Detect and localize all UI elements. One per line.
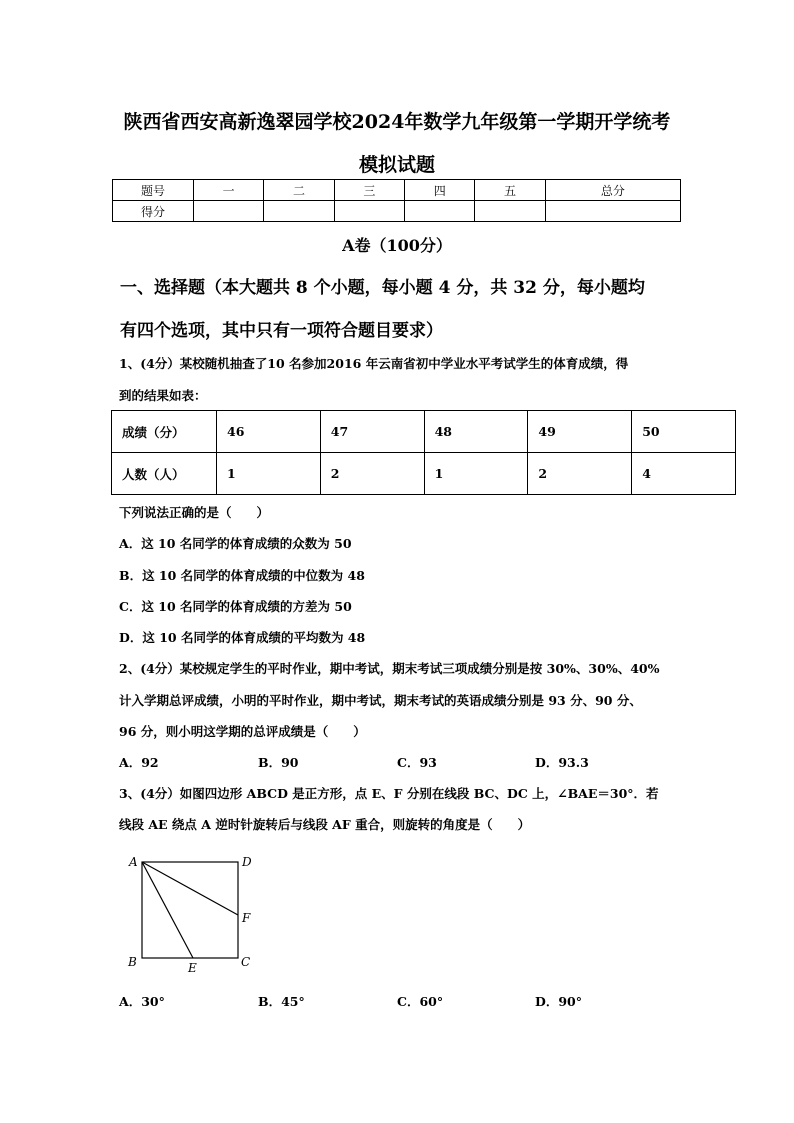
section1-heading-line1: 一、选择题（本大题共 8 个小题，每小题 4 分，共 32 分，每小题均: [120, 278, 645, 298]
score-header-cell: 五: [475, 180, 545, 201]
table-cell: 50: [632, 411, 736, 453]
q2-stem-line2: 计入学期总评成绩，小明的平时作业，期中考试，期末考试的英语成绩分别是 93 分、90 分、: [119, 693, 642, 708]
q1-prompt: 下列说法正确的是（ ）: [119, 505, 270, 520]
table-cell: 成绩（分）: [112, 411, 217, 453]
q1-table-row-score: [112, 411, 736, 453]
table-cell: 1: [217, 453, 321, 495]
score-header-cell: 二: [264, 180, 334, 201]
q3-option-a[interactable]: A．30°: [119, 994, 165, 1009]
q1-option-a[interactable]: A．这 10 名同学的体育成绩的众数为 50: [119, 536, 352, 551]
label-c: C: [241, 955, 251, 969]
table-cell: 49: [528, 411, 632, 453]
q1-option-c[interactable]: C．这 10 名同学的体育成绩的方差为 50: [119, 599, 352, 614]
score-table-score-row: [113, 201, 681, 222]
q1-stem-line2: 到的结果如表：: [119, 388, 207, 403]
score-table-header-row: [113, 180, 681, 201]
q3-stem-line2: 线段 AE 绕点 A 逆时针旋转后与线段 AF 重合，则旋转的角度是（ ）: [119, 817, 531, 832]
score-header-cell: 四: [405, 180, 475, 201]
part-a-heading: A卷（100分）: [342, 236, 452, 255]
table-cell: 47: [320, 411, 424, 453]
score-row-label: 得分: [113, 201, 194, 222]
q1-option-d[interactable]: D．这 10 名同学的体育成绩的平均数为 48: [119, 630, 366, 645]
q1-table-row-count: [112, 453, 736, 495]
score-input-cell[interactable]: [475, 201, 545, 222]
score-header-cell: 总分: [545, 180, 680, 201]
score-input-cell[interactable]: [405, 201, 475, 222]
q1-option-b[interactable]: B．这 10 名同学的体育成绩的中位数为 48: [119, 568, 365, 583]
q1-data-table: [111, 410, 736, 495]
q1-stem-line1: 1、(4分）某校随机抽查了10 名参加2016 年云南省初中学业水平考试学生的体育成绩，得: [119, 356, 629, 371]
exam-title-line1: 陕西省西安高新逸翠园学校2024年数学九年级第一学期开学统考: [123, 111, 671, 133]
label-e: E: [188, 961, 197, 975]
q2-option-a[interactable]: A．92: [119, 755, 159, 770]
label-f: F: [242, 911, 251, 925]
q2-stem-line1: 2、(4分）某校规定学生的平时作业，期中考试，期末考试三项成绩分别是按 30%、30%、40%: [119, 661, 660, 676]
q2-option-c[interactable]: C．93: [397, 755, 437, 770]
q2-stem-line3: 96 分，则小明这学期的总评成绩是（ ）: [119, 724, 366, 739]
section1-heading-line2: 有四个选项，其中只有一项符合题目要求）: [120, 321, 443, 341]
score-input-cell[interactable]: [545, 201, 680, 222]
score-header-cell: 题号: [113, 180, 194, 201]
q3-square-figure: [120, 848, 270, 978]
q2-option-b[interactable]: B．90: [258, 755, 299, 770]
q2-option-d[interactable]: D．93.3: [535, 755, 589, 770]
score-header-cell: 三: [334, 180, 404, 201]
table-cell: 48: [424, 411, 528, 453]
square-abcd: [142, 862, 238, 958]
table-cell: 46: [217, 411, 321, 453]
score-input-cell[interactable]: [194, 201, 264, 222]
score-input-cell[interactable]: [264, 201, 334, 222]
q3-stem-line1: 3、(4分）如图四边形 ABCD 是正方形，点 E、F 分别在线段 BC、DC 上，∠BAE＝30°．若: [119, 786, 659, 801]
label-a: A: [129, 855, 138, 869]
score-table: [112, 179, 681, 222]
table-cell: 4: [632, 453, 736, 495]
q3-option-d[interactable]: D．90°: [535, 994, 582, 1009]
table-cell: 2: [528, 453, 632, 495]
label-d: D: [242, 855, 252, 869]
label-b: B: [128, 955, 137, 969]
q3-option-b[interactable]: B．45°: [258, 994, 305, 1009]
table-cell: 2: [320, 453, 424, 495]
table-cell: 人数（人）: [112, 453, 217, 495]
score-header-cell: 一: [194, 180, 264, 201]
score-input-cell[interactable]: [334, 201, 404, 222]
q3-option-c[interactable]: C．60°: [397, 994, 444, 1009]
table-cell: 1: [424, 453, 528, 495]
exam-title-line2: 模拟试题: [358, 154, 435, 176]
